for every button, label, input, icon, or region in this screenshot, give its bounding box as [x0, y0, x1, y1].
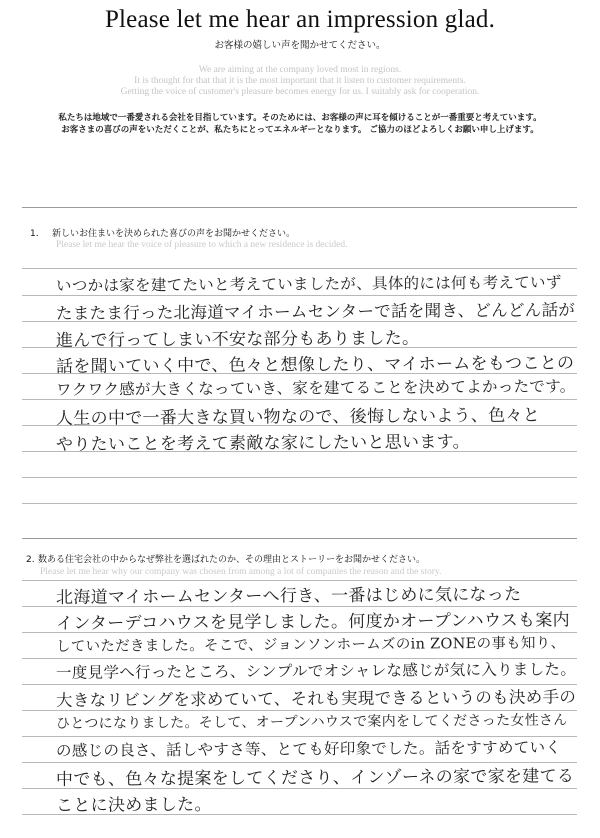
- writing-line: [22, 268, 577, 269]
- question-2-english: Please let me hear why our company was chosen from among a lot of companies the reason and the story.: [40, 567, 442, 577]
- japanese-intro-line: 私たちは地域で一番愛される会社を目指しています。そのためには、お客様の声に耳を傾けることが一番重要と考えています。: [58, 113, 542, 123]
- answer-1-line: いつかは家を建てたいと考えていましたが、具体的には何も考えていず: [55, 273, 562, 295]
- answer-2-line: 一度見学へ行ったところ、シンプルでオシャレな感じが気に入りました。: [55, 660, 577, 682]
- english-intro-line: We are aiming at the company loved most in regions.: [198, 65, 402, 75]
- question-1: [30, 226, 295, 239]
- writing-line: [22, 477, 577, 478]
- question-text: 新しいお住まいを決められた喜びの声をお聞かせください。: [52, 229, 296, 239]
- answer-2-line: 北海道マイホームセンターへ行き、一番はじめに気になった: [55, 584, 522, 608]
- japanese-intro-line: お客さまの喜びの声をいただくことが、私たちにとってエネルギーとなります。 ご協力のほどよろしくお願い申し上げます。: [61, 125, 539, 135]
- section-divider: [22, 207, 577, 208]
- answer-2-line: の感じの良さ、話しやすさ等、とても好印象でした。話をすすめていく: [55, 738, 562, 760]
- question-text: 数ある住宅会社の中からなぜ弊社を選ばれたのか、その理由とストーリーをお聞かせください。: [38, 555, 426, 565]
- answer-2-line: ことに決めました。: [55, 794, 212, 816]
- answer-2-line: 大きなリビングを求めていて、それも実現できるというのも決め手の: [55, 687, 577, 710]
- answer-1-line: 進んで行ってしまい不安な部分もありました。: [55, 328, 420, 351]
- answer-2-line: ひとつになりました。そして、オープンハウスで案内をしてくださった女性さん: [55, 712, 568, 732]
- answer-1-line: 人生の中で一番大きな買い物なので、後悔しないよう、色々と: [55, 405, 541, 429]
- writing-line: [22, 503, 577, 504]
- answer-1-line: やりたいことを考えて素敵な家にしたいと思います。: [55, 432, 470, 455]
- question-1-english: Please let me hear the voice of pleasure to which a new residence is decided.: [56, 240, 348, 250]
- page-title: Please let me hear an impression glad.: [104, 6, 496, 33]
- english-intro-line: Getting the voice of customer's pleasure becomes energy for us. I suitably ask for cooperation.: [120, 87, 480, 97]
- answer-1-line: 話を聞いていく中で、色々と想像したり、マイホームをもつことの: [55, 353, 575, 377]
- question-number: 1.: [30, 229, 39, 239]
- page-subtitle: お客様の嬉しい声を聞かせてください。: [214, 40, 386, 51]
- answer-2-line: していただきました。そこで、ジョンソンホームズのin ZONEの事も知り、: [55, 635, 566, 655]
- english-intro: [0, 65, 600, 98]
- answer-1-line: ワクワク感が大きくなっていき、家を建てることを決めてよかったです。: [55, 377, 576, 399]
- answer-1-line: たまたま行った北海道マイホームセンターで話を聞き、どんどん話が: [55, 300, 576, 323]
- japanese-intro: [0, 112, 600, 136]
- answer-2-line: 中でも、色々な提案をしてくださり、インゾーネの家で家を建てる: [55, 766, 575, 790]
- question-number: 2.: [26, 555, 35, 565]
- english-intro-line: It is thought for that that it is the most important that it listen to customer requirements.: [134, 76, 466, 86]
- question-2: [26, 552, 425, 565]
- answer-2-line: インターデコハウスを見学しました。何度かオープンハウスも案内: [55, 610, 570, 634]
- section-divider: [22, 538, 577, 539]
